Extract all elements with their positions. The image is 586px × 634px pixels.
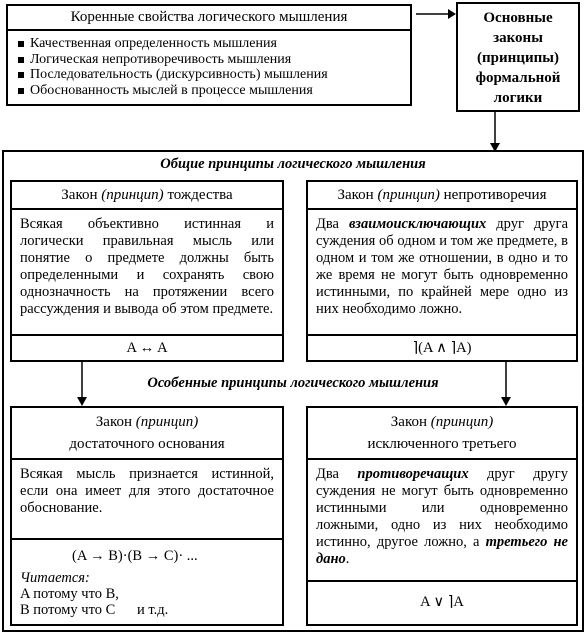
law-identity-box	[10, 180, 284, 362]
general-principles-title: Общие принципы логического мышления	[160, 156, 426, 172]
law-title-italic: (принцип)	[135, 414, 199, 430]
law-title-text: Закон	[61, 187, 102, 203]
law-title-text: тождества	[163, 187, 233, 203]
law-excluded-middle-title-line2: исключенного третьего	[367, 436, 517, 452]
law-title-text: Закон	[95, 414, 136, 430]
law-noncontradiction-title	[308, 182, 576, 208]
law-identity-formula: A ↔ A	[126, 340, 168, 356]
root-properties-box	[6, 4, 412, 106]
special-principles-title: Особенные принципы логического мышления	[147, 375, 439, 391]
law-excluded-middle-body	[308, 460, 576, 574]
root-properties-title: Коренные свойства логического мышления	[70, 9, 348, 25]
law-sufficient-reason-formula: (A → B)·(B → C)· ...	[72, 548, 198, 564]
law-excluded-middle-title	[308, 408, 576, 431]
body-text: друг друга суждения об одном и том же предмете, в одном и том же отношении, в одно и то же время не могут быть одновременно истинными, по крайней мере одно из них необходимо ложно.	[316, 216, 568, 317]
basic-laws-box	[456, 2, 580, 112]
reads-line: A потому что B,	[20, 586, 119, 602]
basic-laws-line: Основные	[483, 10, 553, 26]
body-emphasis: противоречащих	[357, 466, 469, 482]
law-title-italic: (принцип)	[430, 414, 494, 430]
law-title-text: Закон	[337, 187, 378, 203]
law-title-italic: (принцип)	[101, 187, 164, 203]
law-excluded-middle-box	[306, 406, 578, 626]
divider	[12, 334, 282, 336]
root-properties-list	[16, 36, 328, 98]
divider	[308, 334, 576, 336]
law-excluded-middle-formula: A ∨ ⌉A	[420, 594, 464, 610]
divider	[12, 538, 282, 540]
list-item: Последовательность (дискурсивность) мышления	[16, 67, 328, 83]
divider	[308, 580, 576, 582]
law-title-italic: (принцип)	[377, 187, 440, 203]
body-emphasis: третьего не дано	[316, 534, 568, 567]
list-item: Обоснованность мыслей в процессе мышления	[16, 83, 328, 99]
body-text: Два	[316, 466, 358, 482]
basic-laws-line: законы	[493, 30, 543, 46]
law-sufficient-reason-box	[10, 406, 284, 626]
body-text: друг другу суждения не могут быть одновременно истинными или одновременно ложными, одно из них необходимо истинно, другое ложно, а	[316, 466, 568, 550]
list-item: Логическая непротиворечивость мышления	[16, 52, 328, 68]
basic-laws-line: (принципы)	[477, 50, 559, 66]
law-sufficient-reason-title-line2: достаточного основания	[69, 436, 225, 452]
basic-laws-line: логики	[493, 90, 543, 106]
law-title-text: непротиворечия	[439, 187, 547, 203]
law-identity-title	[12, 182, 282, 208]
law-sufficient-reason-title	[12, 408, 282, 431]
law-title-text: Закон	[390, 414, 431, 430]
arrow-right-icon	[414, 8, 456, 20]
divider	[8, 29, 410, 31]
list-item: Качественная определенность мышления	[16, 36, 328, 52]
law-identity-body: Всякая объективно истинная и логически правильная мысль или понятие о предмете должны быть определенными и сохранять свою однозначность на протяжении всего рассуждения и вывода об этом предмете.	[20, 216, 274, 317]
arrow-down-icon	[489, 112, 501, 152]
body-text: .	[345, 551, 350, 567]
reads-label: Читается:	[20, 570, 90, 586]
body-text: Два	[316, 216, 349, 232]
body-emphasis: взаимоисключающих	[349, 216, 487, 232]
law-sufficient-reason-body: Всякая мысль признается истинной, если она имеет для этого достаточное обоснование.	[20, 466, 274, 516]
reads-line: B потому что C и т.д.	[20, 602, 169, 618]
law-noncontradiction-formula: ⌉(A ∧ ⌉A)	[412, 340, 472, 356]
law-noncontradiction-box	[306, 180, 578, 362]
basic-laws-line: формальной	[475, 70, 561, 86]
law-noncontradiction-body	[308, 210, 576, 324]
